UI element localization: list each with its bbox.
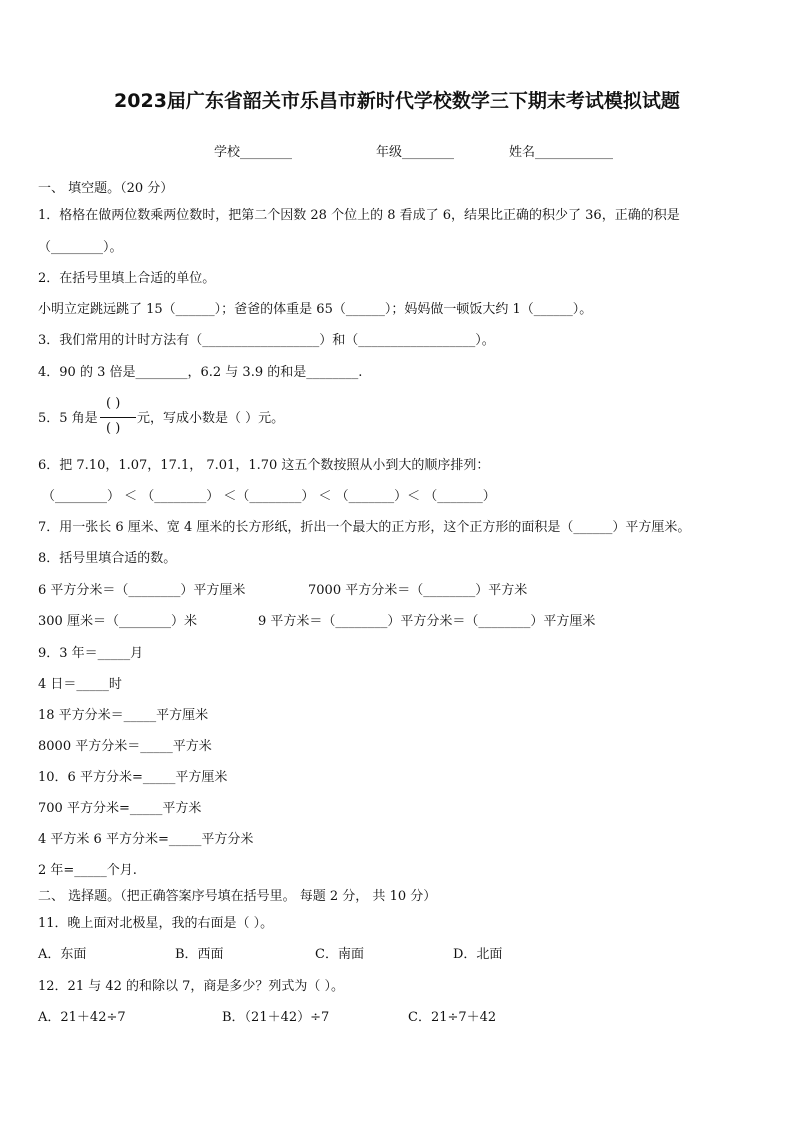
question-8-d: 9 平方米＝（________）平方分米＝（________）平方厘米	[258, 614, 596, 629]
question-10-c: 4 平方米 6 平方分米=_____平方分米	[38, 832, 254, 847]
grade-field: 年级________	[376, 145, 455, 160]
fraction-denominator: ( )	[106, 421, 121, 436]
question-11: 11．晚上面对北极星，我的右面是（ ）。	[38, 916, 274, 931]
question-1: 1．格格在做两位数乘两位数时，把第二个因数 28 个位上的 8 看成了 6，结果比正确的积少了 36，正确的积是	[38, 208, 680, 223]
question-12-option-b: B．（21＋42）÷7	[222, 1010, 330, 1025]
question-4: 4．90 的 3 倍是________，6.2 与 3.9 的和是________.	[38, 365, 363, 380]
section-2-heading: 二、 选择题。（把正确答案序号填在括号里。 每题 2 分， 共 10 分）	[38, 889, 437, 904]
question-11-option-b: B．西面	[175, 947, 224, 962]
question-9-a: 9．3 年＝_____月	[38, 646, 144, 661]
question-12-option-c: C．21÷7＋42	[408, 1010, 497, 1025]
question-9-c: 18 平方分米＝_____平方厘米	[38, 708, 209, 723]
question-11-option-c: C．南面	[315, 947, 364, 962]
question-8-c: 300 厘米＝（________）米	[38, 614, 197, 629]
question-11-option-a: A．东面	[38, 947, 87, 962]
question-9-d: 8000 平方分米＝_____平方米	[38, 739, 212, 754]
question-1-answer: （________）。	[38, 240, 123, 255]
question-8: 8．括号里填合适的数。	[38, 551, 177, 566]
question-6: 6．把 7.10，1.07，17.1， 7.01，1.70 这五个数按照从小到大的顺序排列：	[38, 458, 490, 473]
section-1-heading: 一、 填空题。（20 分）	[38, 181, 174, 196]
question-12-option-a: A．21＋42÷7	[38, 1010, 126, 1025]
question-6-order: （________） ＜ （________） ＜（________） ＜ （_______）＜ （_______）	[42, 489, 496, 504]
question-2: 2．在括号里填上合适的单位。	[38, 271, 216, 286]
question-10-b: 700 平方分米=_____平方米	[38, 801, 202, 816]
question-5-fraction	[100, 396, 136, 440]
question-3: 3．我们常用的计时方法有（__________________）和（__________________）。	[38, 333, 495, 348]
school-field: 学校________	[214, 145, 293, 160]
question-10-d: 2 年=_____个月.	[38, 863, 137, 878]
fraction-bar	[100, 417, 136, 418]
fraction-numerator: ( )	[106, 396, 121, 411]
question-7: 7．用一张长 6 厘米、宽 4 厘米的长方形纸，折出一个最大的正方形，这个正方形的面积是（______）平方厘米。	[38, 520, 691, 535]
question-12: 12．21 与 42 的和除以 7，商是多少？列式为（ ）。	[38, 979, 345, 994]
question-2-sub: 小明立定跳远跳了 15（______）；爸爸的体重是 65（______）；妈妈做一顿饭大约 1（______）。	[38, 302, 593, 317]
question-8-a: 6 平方分米＝（________）平方厘米	[38, 583, 246, 598]
name-field: 姓名____________	[509, 145, 614, 160]
question-5-suffix: 元，写成小数是（ ）元。	[137, 411, 285, 426]
question-11-option-d: D．北面	[453, 947, 503, 962]
question-8-b: 7000 平方分米＝（________）平方米	[308, 583, 528, 598]
question-5-prefix: 5．5 角是	[38, 411, 98, 426]
question-9-b: 4 日＝_____时	[38, 677, 122, 692]
question-10-a: 10．6 平方分米=_____平方厘米	[38, 770, 228, 785]
exam-title: 2023届广东省韶关市乐昌市新时代学校数学三下期末考试模拟试题	[114, 90, 680, 112]
